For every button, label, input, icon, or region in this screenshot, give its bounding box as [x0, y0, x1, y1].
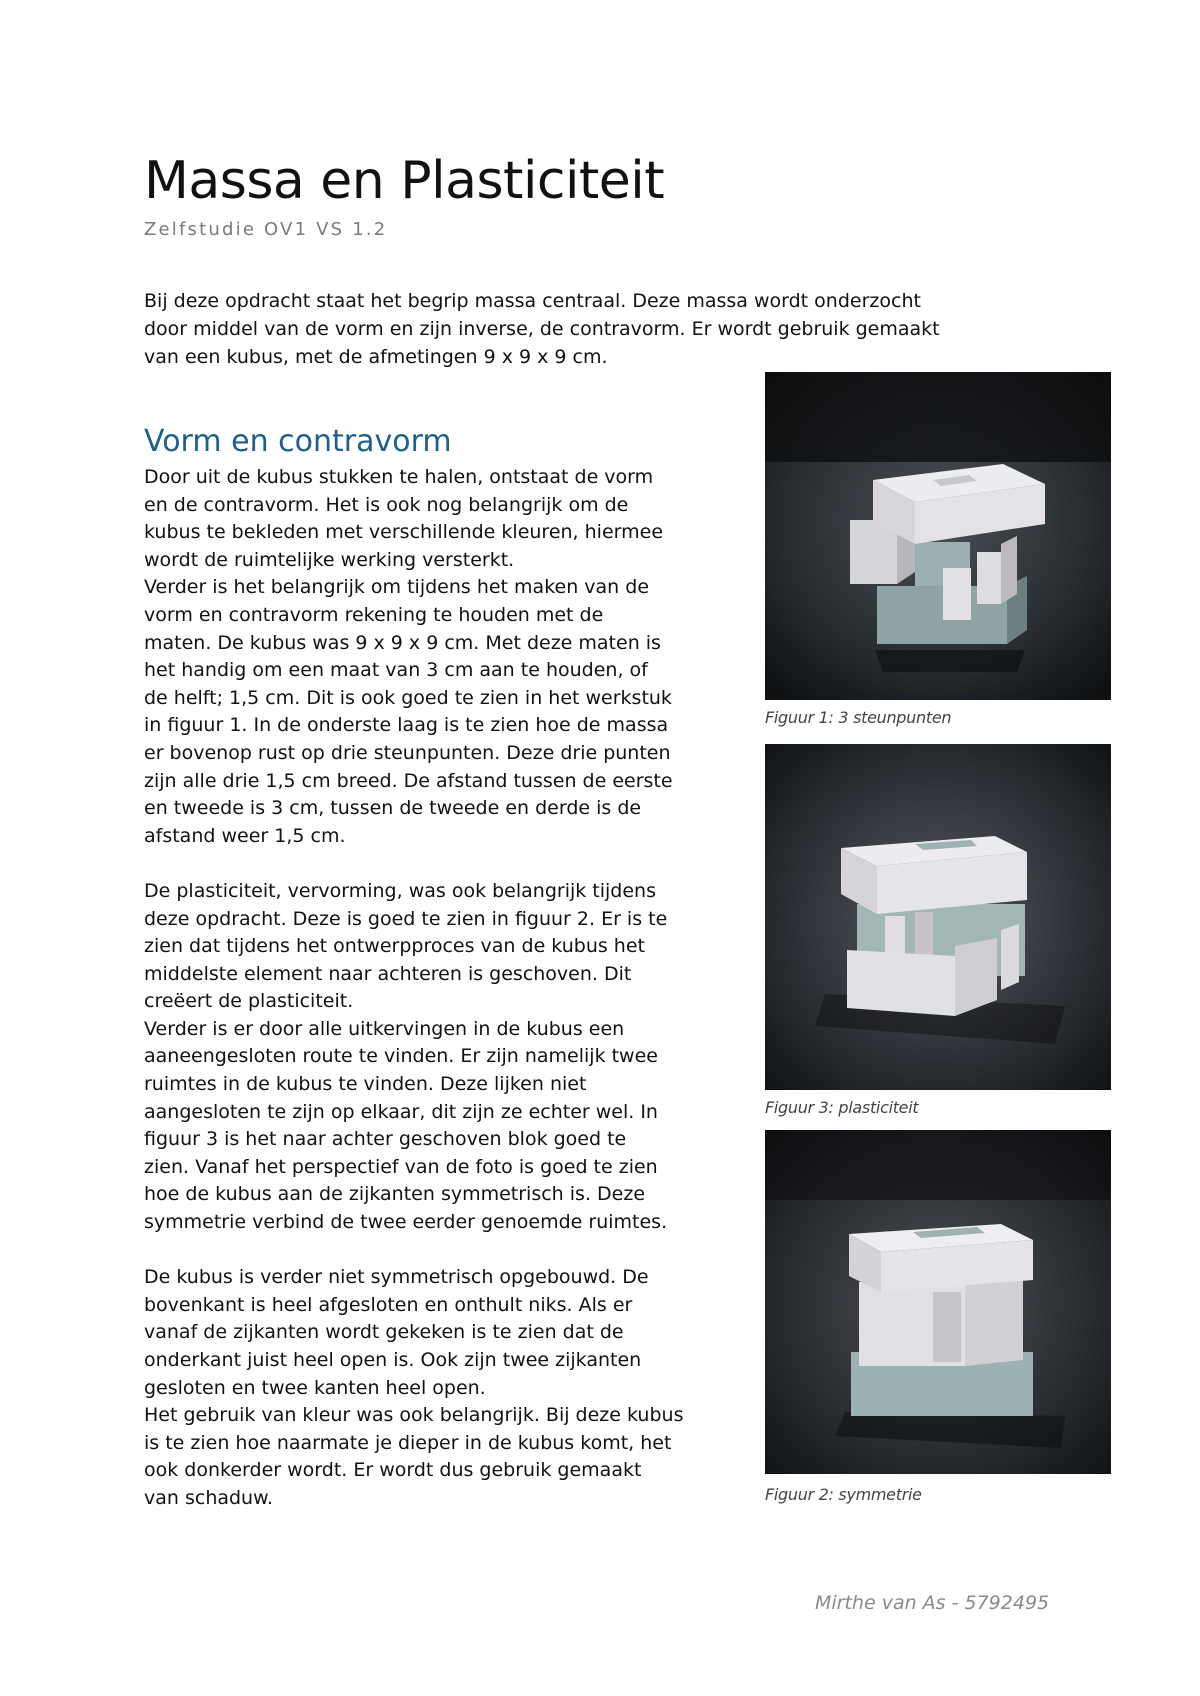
text-line: onderkant juist heel open is. Ook zijn twee zijkanten — [144, 1349, 642, 1371]
paragraph-1 — [144, 464, 744, 850]
paragraph-3 — [144, 1264, 744, 1512]
text-line: creëert de plasticiteit. — [144, 990, 354, 1013]
text-line: van schaduw. — [144, 1486, 273, 1509]
text-line: zien. Vanaf het perspectief van de foto is goed te zien — [144, 1155, 658, 1178]
text-line: vorm en contravorm rekening te houden met de — [144, 603, 604, 626]
text-line: deze opdracht. Deze is goed te zien in figuur 2. Er is te — [144, 907, 668, 930]
text-line: wordt de ruimtelijke werking versterkt. — [144, 548, 515, 571]
figure-3-photo — [765, 744, 1111, 1090]
text-line: en tweede is 3 cm, tussen de tweede en derde is de — [144, 797, 642, 820]
paragraph-2 — [144, 878, 744, 1237]
cube-photo-image — [765, 1130, 1111, 1474]
text-line: de helft; 1,5 cm. Dit is ook goed te zien in het werkstuk — [144, 686, 672, 709]
text-line: en de contravorm. Het is ook nog belangrijk om de — [144, 493, 629, 516]
intro-line: van een kubus, met de afmetingen 9 x 9 x 9 cm. — [144, 346, 608, 368]
document-subtitle: Zelfstudie OV1 VS 1.2 — [144, 219, 388, 240]
figure-2-photo — [765, 1130, 1111, 1474]
intro-line: Bij deze opdracht staat het begrip massa centraal. Deze massa wordt onderzocht — [144, 290, 921, 312]
text-line: zijn alle drie 1,5 cm breed. De afstand tussen de eerste — [144, 769, 673, 792]
text-line: er bovenop rust op drie steunpunten. Deze drie punten — [144, 741, 671, 764]
text-line: gesloten en twee kanten heel open. — [144, 1376, 486, 1399]
intro-line: door middel van de vorm en zijn inverse, de contravorm. Er wordt gebruik gemaakt — [144, 318, 940, 340]
text-line: aaneengesloten route te vinden. Er zijn namelijk twee — [144, 1045, 658, 1068]
text-line: maten. De kubus was 9 x 9 x 9 cm. Met deze maten is — [144, 631, 661, 654]
text-line: Verder is het belangrijk om tijdens het maken van de — [144, 576, 650, 599]
text-line: bovenkant is heel afgesloten en onthult niks. Als er — [144, 1293, 633, 1316]
footer-author: Mirthe van As - 5792495 — [815, 1592, 1050, 1614]
body-text — [144, 464, 744, 1540]
text-line: middelste element naar achteren is geschoven. Dit — [144, 962, 632, 985]
text-line: in figuur 1. In de onderste laag is te zien hoe de massa — [144, 714, 669, 737]
text-line: Het gebruik van kleur was ook belangrijk. Bij deze kubus — [144, 1404, 684, 1427]
cube-photo-image — [765, 744, 1111, 1090]
text-line: De plasticiteit, vervorming, was ook belangrijk tijdens — [144, 879, 656, 902]
figure-3-caption: Figuur 3: plasticiteit — [765, 1098, 919, 1117]
figure-2 — [765, 1130, 1111, 1510]
text-line: het handig om een maat van 3 cm aan te houden, of — [144, 659, 648, 682]
text-line: De kubus is verder niet symmetrisch opgebouwd. De — [144, 1266, 649, 1289]
text-line: Verder is er door alle uitkervingen in de kubus een — [144, 1017, 625, 1040]
text-line: ook donkerder wordt. Er wordt dus gebruik gemaakt — [144, 1459, 642, 1482]
text-line: hoe de kubus aan de zijkanten symmetrisch is. Deze — [144, 1183, 646, 1206]
text-line: vanaf de zijkanten wordt gekeken is te zien dat de — [144, 1321, 624, 1344]
figure-3 — [765, 744, 1111, 1116]
intro-paragraph — [144, 287, 1064, 371]
cube-photo-image — [765, 372, 1111, 700]
figure-2-caption: Figuur 2: symmetrie — [765, 1485, 922, 1504]
figure-1-photo — [765, 372, 1111, 700]
text-line: figuur 3 is het naar achter geschoven blok goed te — [144, 1128, 627, 1151]
text-line: Door uit de kubus stukken te halen, ontstaat de vorm — [144, 466, 654, 488]
figure-1-caption: Figuur 1: 3 steunpunten — [765, 708, 952, 727]
text-line: ruimtes in de kubus te vinden. Deze lijken niet — [144, 1073, 587, 1096]
text-line: symmetrie verbind de twee eerder genoemde ruimtes. — [144, 1211, 668, 1234]
text-line: kubus te bekleden met verschillende kleuren, hiermee — [144, 521, 664, 544]
section-heading: Vorm en contravorm — [144, 424, 452, 459]
text-line: afstand weer 1,5 cm. — [144, 824, 346, 847]
document-title: Massa en Plasticiteit — [144, 151, 665, 211]
figure-1 — [765, 372, 1111, 732]
text-line: zien dat tijdens het ontwerpproces van de kubus het — [144, 935, 645, 958]
text-line: is te zien hoe naarmate je dieper in de kubus komt, het — [144, 1431, 672, 1454]
text-line: aangesloten te zijn op elkaar, dit zijn ze echter wel. In — [144, 1100, 658, 1123]
